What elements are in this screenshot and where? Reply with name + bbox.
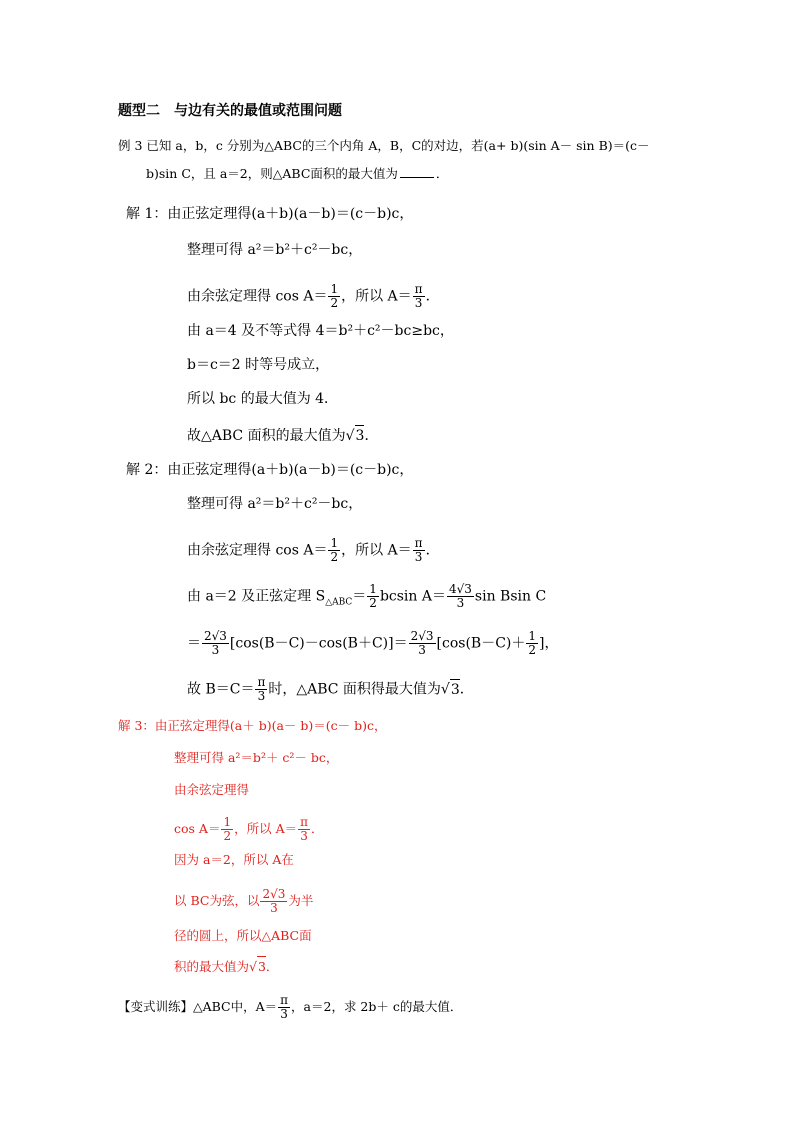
sol2-line-6: 故 B＝C＝ $\frac{\pi}{3}$ 时，△ABC 面积得最大值为√3． — [187, 675, 474, 703]
fraction: $\frac{\pi}{3}$ — [300, 815, 308, 843]
fraction: $\frac{1}{2}$ — [528, 629, 537, 657]
section-title: 题型二 与边有关的最值或范围问题 — [118, 103, 342, 119]
sol2-line-2: 整理可得 a²＝b²＋c²－bc， — [187, 496, 363, 512]
fraction: $\frac{1}{2}$ — [369, 582, 377, 610]
sol3-line-7: 径的圆上，所以△ABC面 — [174, 928, 312, 943]
sol3-line-1: 解 3：由正弦定理得(a＋ b)(a－ b)＝(c－ b)c， — [118, 718, 387, 733]
sol3-line-8: 积的最大值为√3． — [174, 956, 278, 977]
fraction: $\frac{\pi}{3}$ — [414, 282, 423, 310]
sol1-line-4: 由 a＝4 及不等式得 4＝b²＋c²－bc≥bc， — [187, 323, 454, 339]
sol1-line-7: 故△ABC 面积的最大值为√3． — [187, 425, 378, 446]
variant-exercise: 【变式训练】△ABC中，A＝ $\frac{\pi}{3}$ ，a＝2，求 2b＋ c的最大值． — [118, 993, 463, 1021]
sol3-line-4: cos A＝ $\frac{1}{2}$ ，所以 A＝ $\frac{\pi}{3}$ ． — [174, 815, 324, 843]
sol3-line-3: 由余弦定理得 — [174, 782, 250, 797]
sol2-line-3: 由余弦定理得 cos A＝ $\frac{1}{2}$ ，所以 A＝ $\frac{\pi}{3}$ ． — [187, 536, 440, 564]
problem-line-1: 例 3 已知 a，b，c 分别为△ABC的三个内角 A，B，C的对边，若(a+ b)(sin A－ sin B)＝(c－ — [118, 138, 650, 153]
sol1-line-5: b＝c＝2 时等号成立， — [187, 357, 330, 373]
fraction: $\frac{1}{2}$ — [330, 282, 339, 310]
sol3-line-2: 整理可得 a²＝b²＋ c²－ bc， — [174, 750, 339, 765]
fraction: $\frac{1}{2}$ — [330, 536, 339, 564]
sol1-line-1: 解 1：由正弦定理得(a＋b)(a－b)＝(c－b)c， — [126, 206, 414, 222]
fraction: $\frac{\pi}{3}$ — [257, 675, 266, 703]
sol2-line-4: 由 a＝2 及正弦定理 $S_{\triangle ABC}=$ $\frac{1}{2}$ bcsin A＝ $\frac{4√3}{3}$ sin Bsin C — [187, 582, 547, 610]
fraction: $\frac{\pi}{3}$ — [280, 993, 289, 1021]
fraction: $\frac{4√3}{3}$ — [448, 582, 472, 610]
sol3-line-5: 因为 a＝2，所以 A在 — [174, 852, 294, 867]
sol3-line-6: 以 BC为弦，以 $\frac{2√3}{3}$ 为半 — [174, 887, 314, 915]
sol1-line-3: 由余弦定理得 cos A＝ $\frac{1}{2}$ ，所以 A＝ $\frac{\pi}{3}$ ． — [187, 282, 440, 310]
fraction: $\frac{2√3}{3}$ — [204, 629, 227, 657]
sol2-line-1: 解 2：由正弦定理得(a＋b)(a－b)＝(c－b)c， — [126, 462, 414, 478]
fraction: $\frac{1}{2}$ — [223, 815, 232, 843]
fraction: $\frac{2√3}{3}$ — [262, 887, 286, 915]
sol2-line-5: ＝ $\frac{2√3}{3}$ [cos(B－C)－cos(B＋C)]＝ $\frac{2√3}{3}$ [cos(B－C)＋ $\frac{1}{2}$ ]， — [187, 629, 559, 657]
sol1-line-6: 所以 bc 的最大值为 4． — [187, 391, 339, 407]
problem-line-2: b)sin C，且 a＝2，则△ABC面积的最大值为 ． — [146, 166, 449, 181]
sol1-line-2: 整理可得 a²＝b²＋c²－bc， — [187, 242, 363, 258]
fraction: $\frac{2√3}{3}$ — [410, 629, 434, 657]
answer-blank — [400, 177, 434, 178]
fraction: $\frac{\pi}{3}$ — [414, 536, 423, 564]
